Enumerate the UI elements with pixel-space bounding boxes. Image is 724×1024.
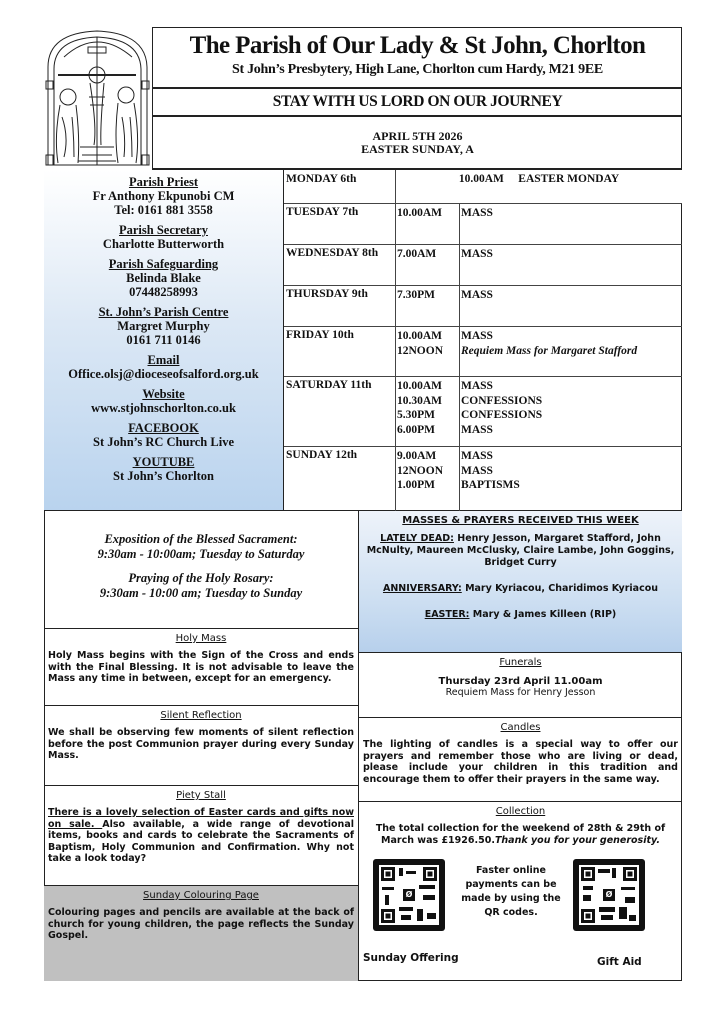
holy-mass-heading: Holy Mass xyxy=(175,633,227,644)
mass-schedule-table xyxy=(284,170,682,511)
schedule-events xyxy=(461,206,493,221)
website-link[interactable]: www.stjohnschorlton.co.uk xyxy=(91,401,236,415)
schedule-row-monday xyxy=(284,170,682,204)
collection-total: The total collection for the weekend of 28th & 29th of March was £1926.50. xyxy=(375,823,666,846)
qr-module xyxy=(385,895,389,905)
schedule-events xyxy=(461,247,493,262)
crucifixion-stained-glass-icon xyxy=(44,27,151,168)
colouring-heading: Sunday Colouring Page xyxy=(143,890,259,901)
piety-stall-highlight: There is a lovely selection of Easter cards and gifts now on sale. xyxy=(48,807,354,830)
funeral-date: Thursday 23rd April 11.00am xyxy=(438,676,603,687)
qr-module xyxy=(401,915,411,920)
schedule-times xyxy=(397,288,435,303)
schedule-event: MASS xyxy=(461,450,493,462)
schedule-row-tuesday xyxy=(284,203,682,245)
silent-reflection-box xyxy=(44,706,359,786)
colouring-body: Colouring pages and pencils are available at the back of church for young children, the page reflects the Sunday Gospel. xyxy=(48,907,354,941)
schedule-time: 7.00AM xyxy=(397,248,437,260)
schedule-events xyxy=(461,288,493,303)
youtube-link[interactable]: St John’s Chorlton xyxy=(113,469,214,483)
schedule-time: 10.00AM xyxy=(397,380,443,392)
motto: STAY WITH US LORD ON OUR JOURNEY xyxy=(153,89,682,117)
anniversary-names: Mary Kyriacou, Charidimos Kyriacou xyxy=(461,583,659,594)
gift-aid-qr-code[interactable] xyxy=(573,859,645,931)
schedule-times xyxy=(397,247,436,262)
schedule-time: 5.30PM xyxy=(397,409,436,421)
qr-module xyxy=(417,909,423,921)
schedule-time: 9.00AM xyxy=(397,450,437,462)
schedule-event: MASS xyxy=(461,248,493,260)
schedule-event: MASS xyxy=(461,289,493,301)
parish-title: The Parish of Our Lady & St John, Chorlton xyxy=(189,32,646,59)
qr-module xyxy=(419,885,435,889)
anniversary-label: ANNIVERSARY: xyxy=(382,583,462,594)
parish-logo xyxy=(44,27,153,170)
schedule-time: 6.00PM xyxy=(397,423,436,436)
schedule-day: MONDAY 6th xyxy=(286,173,357,185)
qr-finder xyxy=(381,909,395,923)
schedule-row-sunday xyxy=(284,446,682,511)
schedule-event: MASS xyxy=(461,464,493,477)
qr-module xyxy=(629,915,636,921)
qr-finder xyxy=(623,867,637,881)
schedule-event: CONFESSIONS xyxy=(461,394,543,407)
qr-module xyxy=(601,915,613,920)
qr-finder xyxy=(423,867,437,881)
qr-module xyxy=(625,897,635,903)
qr-finder xyxy=(581,909,595,923)
payment-logo-icon: Ø xyxy=(401,887,417,903)
piety-stall-body xyxy=(48,807,354,865)
liturgical-occasion: EASTER SUNDAY, A xyxy=(361,142,474,156)
schedule-events xyxy=(461,379,542,437)
candles-body: The lighting of candles is a special way to offer our prayers and remember those who are living or dead, please include your children in this tradition and encourage them to offer their prayers in the same way. xyxy=(363,739,678,785)
candles-box xyxy=(359,718,682,802)
schedule-times xyxy=(397,206,442,221)
schedule-merged-entry: 10.00AM EASTER MONDAY xyxy=(458,173,620,185)
lately-dead-entry xyxy=(363,533,678,569)
qr-module xyxy=(427,913,436,919)
schedule-event: Requiem Mass for Margaret Stafford xyxy=(461,344,638,357)
qr-finder xyxy=(381,867,395,881)
qr-module xyxy=(598,869,610,873)
email-link[interactable]: Office.olsj@dioceseofsalford.org.uk xyxy=(68,367,259,381)
qr-finder xyxy=(581,867,595,881)
gift-aid-label: Gift Aid xyxy=(597,956,642,968)
schedule-time: 10.00AM xyxy=(397,330,443,342)
qr-module xyxy=(583,886,593,890)
exposition-title: Exposition of the Blessed Sacrament: xyxy=(104,532,298,546)
contact-line: Margret Murphy xyxy=(117,319,210,333)
title-block xyxy=(153,27,682,89)
contact-heading: St. John’s Parish Centre xyxy=(98,305,229,319)
collection-box xyxy=(359,802,682,981)
schedule-times xyxy=(397,329,443,358)
holy-mass-box xyxy=(44,629,359,706)
lately-dead-label: LATELY DEAD: xyxy=(380,533,454,544)
contact-line: 0161 711 0146 xyxy=(126,333,201,347)
schedule-event: MASS xyxy=(461,330,493,342)
schedule-time: 7.30PM xyxy=(397,289,436,301)
schedule-day: FRIDAY 10th xyxy=(286,329,354,341)
contact-heading: Parish Safeguarding xyxy=(108,257,219,271)
schedule-row-thursday xyxy=(284,285,682,327)
schedule-time: 12NOON xyxy=(397,344,443,357)
schedule-times xyxy=(397,379,442,437)
lately-dead-names: Henry Jesson, Margaret Stafford, John McNulty, Maureen McClusky, Claire Lambe, John Goggins, Bridget Curry xyxy=(366,533,675,568)
funeral-detail: Requiem Mass for Henry Jesson xyxy=(445,687,596,698)
piety-stall-text: Also available, a wide range of devotional items, books and cards to celebrate the Sacraments of Baptism, Holy Communion and Confirmation. Why not take a look today? xyxy=(48,818,354,864)
qr-body xyxy=(379,865,439,925)
schedule-events xyxy=(461,329,637,358)
qr-module xyxy=(621,887,635,890)
funerals-heading: Funerals xyxy=(499,657,542,668)
anniversary-entry xyxy=(363,583,678,595)
online-payment-note: Faster online payments can be made by using the QR codes. xyxy=(461,865,561,918)
schedule-event: MASS xyxy=(461,380,493,392)
schedule-event: MASS xyxy=(461,207,493,219)
contact-line: Tel: 0161 881 3558 xyxy=(114,203,213,217)
piety-stall-box xyxy=(44,786,359,886)
schedule-day: SUNDAY 12th xyxy=(286,449,358,461)
prayers-heading: MASSES & PRAYERS RECEIVED THIS WEEK xyxy=(402,515,639,526)
contact-line: Fr Anthony Ekpunobi CM xyxy=(92,189,235,203)
qr-module xyxy=(583,895,591,901)
bulletin-date: APRIL 5TH 2026 xyxy=(372,129,463,143)
easter-entry xyxy=(363,609,678,621)
schedule-time: 1.00PM xyxy=(397,479,436,491)
contact-line: Charlotte Butterworth xyxy=(102,237,225,251)
payment-logo-icon: Ø xyxy=(601,887,617,903)
contact-heading: Parish Secretary xyxy=(119,223,208,237)
schedule-row-saturday xyxy=(284,376,682,447)
contact-line: Belinda Blake xyxy=(126,271,201,285)
contact-line: 07448258993 xyxy=(129,285,198,299)
masses-prayers-box xyxy=(359,511,682,653)
qr-module xyxy=(423,895,435,900)
schedule-day: SATURDAY 11th xyxy=(286,379,372,391)
schedule-day: WEDNESDAY 8th xyxy=(286,247,379,259)
easter-names: Mary & James Killeen (RIP) xyxy=(469,609,617,620)
silent-reflection-body: We shall be observing few moments of silent reflection before the post Communion prayer during every Sunday Mass. xyxy=(48,727,354,761)
collection-thanks: Thank you for your generosity. xyxy=(494,835,660,846)
sunday-offering-qr-code[interactable] xyxy=(373,859,445,931)
schedule-row-friday xyxy=(284,326,682,377)
exposition-time: 9:30am - 10:00am; Tuesday to Saturday xyxy=(97,546,305,561)
candles-heading: Candles xyxy=(500,722,541,733)
schedule-event: MASS xyxy=(461,423,493,436)
contact-heading: YOUTUBE xyxy=(132,455,195,469)
qr-module xyxy=(399,868,403,876)
schedule-events xyxy=(461,449,520,493)
funerals-box xyxy=(359,653,682,718)
holy-mass-body: Holy Mass begins with the Sign of the Cross and ends with the Final Blessing. It is not advisable to leave the Mass any time in between, except for an emergency. xyxy=(48,650,354,684)
contact-heading: Website xyxy=(142,387,185,401)
collection-body xyxy=(363,823,678,847)
schedule-times xyxy=(397,449,443,493)
contact-heading: Parish Priest xyxy=(128,175,199,189)
schedule-time: 10.00AM xyxy=(397,207,443,219)
colouring-page-box xyxy=(44,886,359,981)
schedule-day: THURSDAY 9th xyxy=(286,288,368,300)
devotions-box xyxy=(44,511,359,629)
qr-module xyxy=(612,868,616,878)
schedule-event: CONFESSIONS xyxy=(461,409,543,421)
collection-heading: Collection xyxy=(495,806,546,817)
qr-module xyxy=(406,871,416,874)
piety-stall-heading: Piety Stall xyxy=(176,790,226,801)
silent-reflection-heading: Silent Reflection xyxy=(160,710,242,721)
schedule-row-wednesday xyxy=(284,244,682,286)
column-divider xyxy=(395,170,396,203)
contact-heading: FACEBOOK xyxy=(128,421,199,435)
date-block xyxy=(153,117,682,170)
schedule-event: BAPTISMS xyxy=(461,479,520,491)
qr-body xyxy=(579,865,639,925)
contact-heading: Email xyxy=(147,353,180,367)
sunday-offering-label: Sunday Offering xyxy=(363,952,459,964)
qr-module xyxy=(382,887,394,890)
qr-module xyxy=(399,907,413,911)
rosary-time: 9:30am - 10:00 am; Tuesday to Sunday xyxy=(99,585,303,600)
qr-module xyxy=(619,907,627,919)
qr-module xyxy=(599,907,615,912)
contacts-panel xyxy=(44,170,284,511)
rosary-title: Praying of the Holy Rosary: xyxy=(128,571,274,585)
parish-address: St John’s Presbytery, High Lane, Chorlton cum Hardy, M21 9EE xyxy=(232,62,603,77)
schedule-time: 12NOON xyxy=(397,464,443,477)
schedule-day: TUESDAY 7th xyxy=(286,206,359,218)
facebook-link[interactable]: St John’s RC Church Live xyxy=(93,435,234,449)
easter-label: EASTER: xyxy=(424,609,470,620)
schedule-time: 10.30AM xyxy=(397,394,443,407)
